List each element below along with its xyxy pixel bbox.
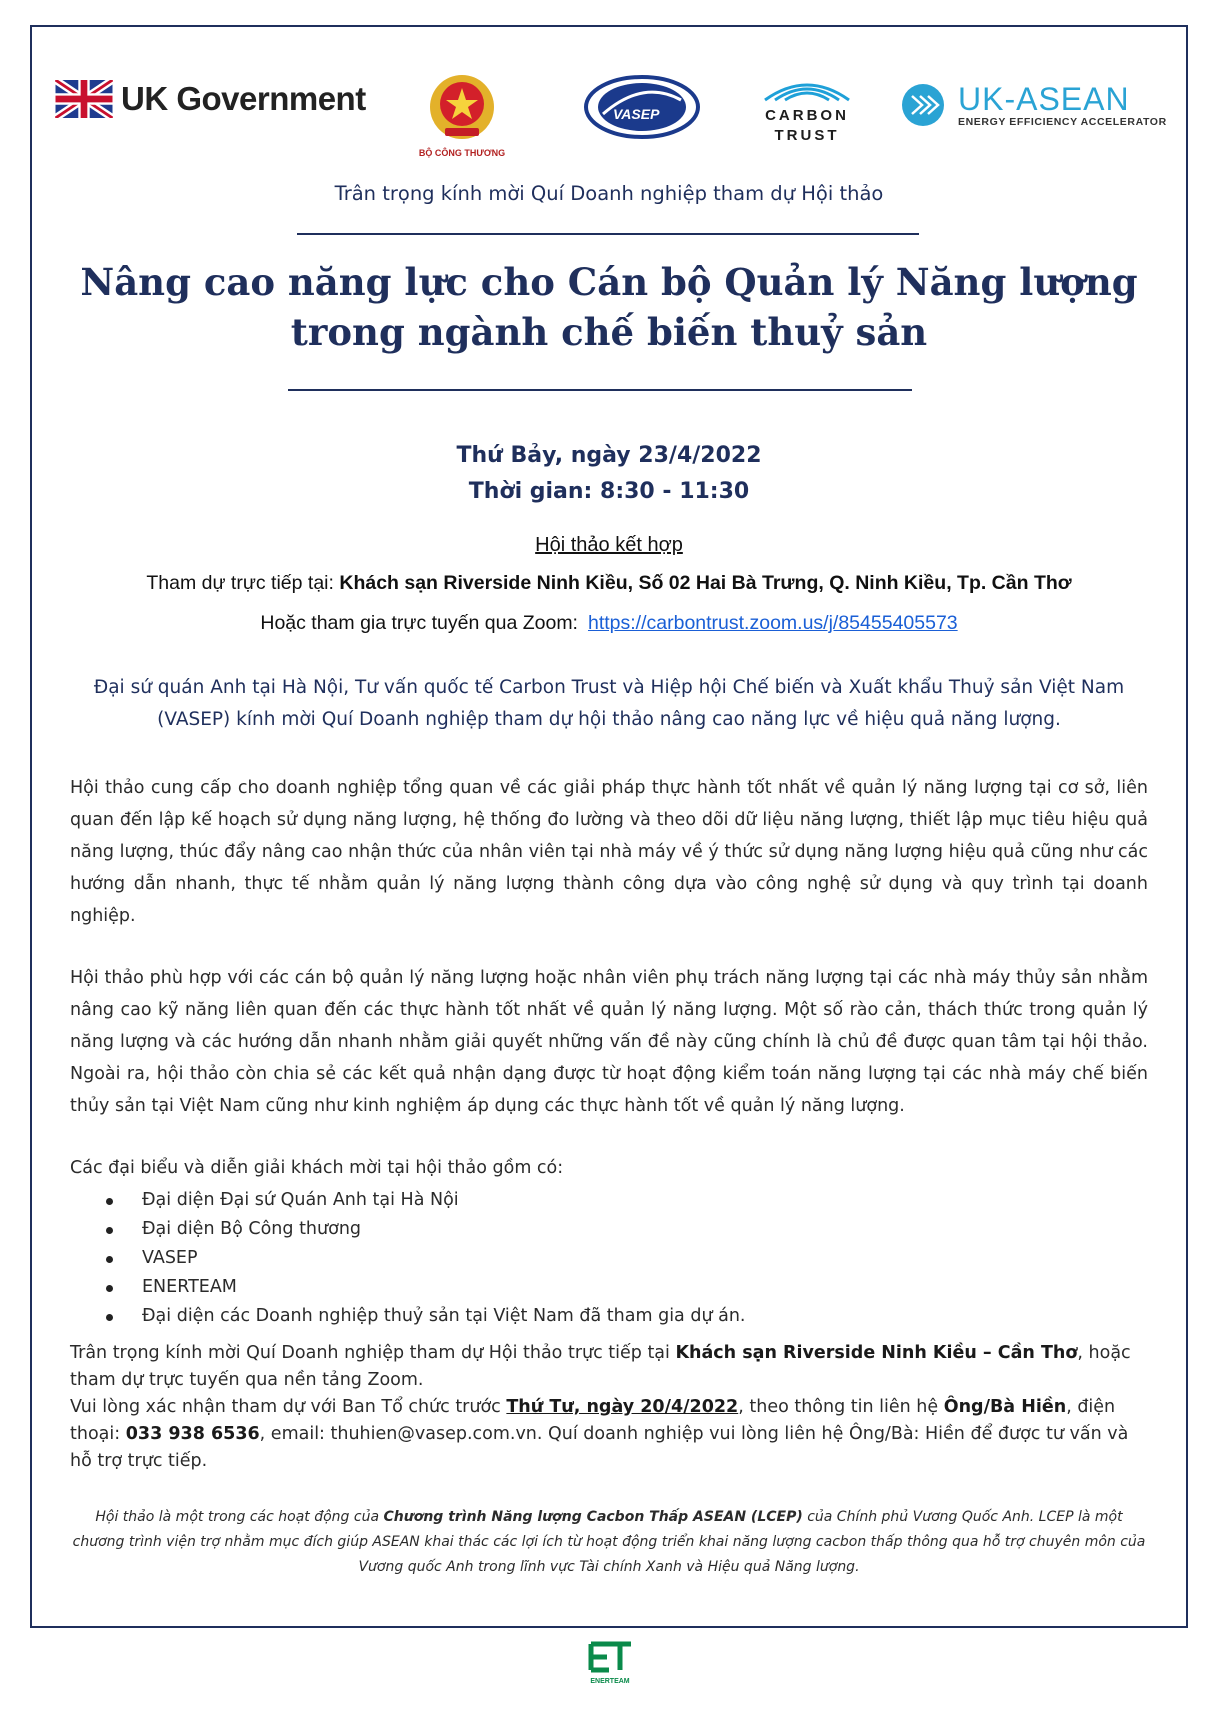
intro-paragraph: Đại sứ quán Anh tại Hà Nội, Tư vấn quốc tế Carbon Trust và Hiệp hội Chế biến và Xuất khẩu Thuỷ sản Việt Nam (VASEP) kính mời Quí Doanh nghiệp tham dự hội thảo nâng cao năng lực về hiệu quả năng lượng.	[93, 677, 1125, 730]
uk-government-text: UK Government	[121, 80, 366, 117]
title-line-2: trong ngành chế biến thuỷ sản	[290, 310, 928, 354]
uk-asean-name: UK-ASEAN	[958, 81, 1130, 117]
vietnam-emblem-logo	[417, 72, 507, 158]
title-line-1: Nâng cao năng lực cho Cán bộ Quản lý Năng lượng	[80, 260, 1138, 304]
uk-asean-subtitle: ENERGY EFFICIENCY ACCELERATOR	[958, 116, 1167, 128]
title-divider	[288, 389, 912, 391]
event-datetime	[0, 438, 1218, 510]
event-time: Thời gian: 8:30 - 11:30	[468, 479, 750, 504]
description-paragraph-2: Hội thảo phù hợp với các cán bộ quản lý năng lượng hoặc nhân viên phụ trách năng lượng tại các nhà máy thủy sản nhằm nâng cao kỹ năng liên quan đến các thực hành tốt nhất về quản lý năng lượng. Một số rào cản, thách thức trong quản lý năng lượng và các hướng dẫn nhanh nhằm giải quyết những vấn đề này cũng chính là chủ đề được quan tâm tại hội thảo. Ngoài ra, hội thảo còn chia sẻ các kết quả nhận dạng được từ hoạt động kiểm toán năng lượng tại các nhà máy chế biến thủy sản tại Việt Nam cũng như kinh nghiệm áp dụng các thực hành tốt về quản lý năng lượng.	[70, 968, 1148, 1116]
rsvp-text: , theo thông tin liên hệ	[738, 1397, 944, 1417]
venue-line	[0, 572, 1218, 595]
program-footnote	[70, 1505, 1148, 1580]
speakers-list	[70, 1186, 746, 1331]
uk-government-logo	[55, 80, 366, 118]
carbon-trust-arcs-icon	[757, 72, 857, 102]
rsvp-text: Vui lòng xác nhận tham dự với Ban Tổ chức trước	[70, 1397, 507, 1417]
list-item: Đại diện Đại sứ Quán Anh tại Hà Nội	[142, 1186, 746, 1215]
zoom-link[interactable]: https://carbontrust.zoom.us/j/85455405573	[587, 612, 958, 634]
event-title	[0, 257, 1218, 357]
trust-word: TRUST	[774, 127, 840, 144]
vasep-logo	[583, 74, 701, 144]
contact-name: Ông/Bà Hiền	[943, 1397, 1067, 1417]
speakers-lead: Các đại biểu và diễn giải khách mời tại hội thảo gồm có:	[70, 1158, 564, 1178]
venue-name: Khách sạn Riverside Ninh Kiều, Số 02 Hai Bà Trưng, Q. Ninh Kiều, Tp. Cần Thơ	[339, 572, 1072, 594]
venue-prefix: Tham dự trực tiếp tại:	[146, 572, 340, 594]
closing-venue: Khách sạn Riverside Ninh Kiều – Cần Thơ	[675, 1343, 1078, 1363]
carbon-word: CARBON	[765, 107, 849, 124]
list-item: Đại diện các Doanh nghiệp thuỷ sản tại Việt Nam đã tham gia dự án.	[142, 1302, 746, 1331]
logo-row	[55, 72, 1185, 172]
invite-line: Trân trọng kính mời Quí Doanh nghiệp tham dự Hội thảo	[334, 182, 884, 205]
zoom-prefix: Hoặc tham gia trực tuyến qua Zoom:	[260, 612, 578, 634]
union-jack-flag-icon	[55, 80, 113, 118]
closing-text: , hoặc tham dự trực tuyến qua nền tảng Zoom.	[70, 1343, 1131, 1390]
footnote-program-name: Chương trình Năng lượng Cacbon Thấp ASEAN (LCEP)	[383, 1509, 803, 1525]
event-date: Thứ Bảy, ngày 23/4/2022	[456, 443, 762, 468]
national-emblem-icon	[427, 72, 497, 142]
footnote-text: của Chính phủ Vương Quốc Anh. LCEP là một chương trình viện trợ nhằm mục đích giúp ASEAN khai thác các lợi ích từ hoạt động triển khai năng lượng cacbon thấp thông qua hỗ trợ chuyên môn của Vương quốc Anh trong lĩnh vực Tài chính Xanh và Hiệu quả Năng lượng.	[72, 1509, 1146, 1575]
rsvp-text: , email: thuhien@vasep.com.vn. Quí doanh nghiệp vui lòng liên hệ Ông/Bà: Hiền để được tư vấn và hỗ trợ trực tiếp.	[70, 1424, 1129, 1471]
list-item: Đại diện Bộ Công thương	[142, 1215, 746, 1244]
emblem-caption: BỘ CÔNG THƯƠNG	[418, 148, 506, 158]
footnote-text: Hội thảo là một trong các hoạt động của	[95, 1509, 384, 1525]
zoom-line	[0, 612, 1218, 635]
svg-text:VASEP: VASEP	[613, 106, 660, 122]
vasep-globe-icon	[583, 74, 701, 140]
list-item: ENERTEAM	[142, 1273, 746, 1302]
enerteam-logo	[580, 1640, 640, 1685]
rsvp-deadline: Thứ Tư, ngày 20/4/2022	[506, 1397, 739, 1417]
enerteam-caption: ENERTEAM	[590, 1678, 630, 1685]
rsvp-text: , điện thoại:	[70, 1397, 1116, 1444]
enerteam-et-icon	[587, 1640, 633, 1674]
closing-text: Trân trọng kính mời Quí Doanh nghiệp tham dự Hội thảo trực tiếp tại	[70, 1343, 676, 1363]
uk-asean-circle-icon	[900, 82, 946, 128]
description-paragraph-1: Hội thảo cung cấp cho doanh nghiệp tổng quan về các giải pháp thực hành tốt nhất về quản lý năng lượng tại cơ sở, liên quan đến lập kế hoạch sử dụng năng lượng, hệ thống đo lường và theo dõi dữ liệu năng lượng, thiết lập mục tiêu hiệu quả năng lượng, thúc đẩy nâng cao nhận thức của nhân viên tại nhà máy về ý thức sử dụng năng lượng hiệu quả cũng như các hướng dẫn nhanh, thực tế nhằm quản lý năng lượng thành công dựa vào công nghệ sử dụng và quy trình tại doanh nghiệp.	[70, 778, 1148, 926]
hybrid-label: Hội thảo kết hợp	[535, 534, 683, 556]
uk-asean-logo	[900, 82, 1167, 128]
carbon-trust-logo	[747, 72, 867, 146]
list-item: VASEP	[142, 1244, 746, 1273]
closing-paragraph	[70, 1340, 1148, 1475]
top-divider	[297, 233, 919, 235]
contact-phone: 033 938 6536	[125, 1424, 260, 1444]
